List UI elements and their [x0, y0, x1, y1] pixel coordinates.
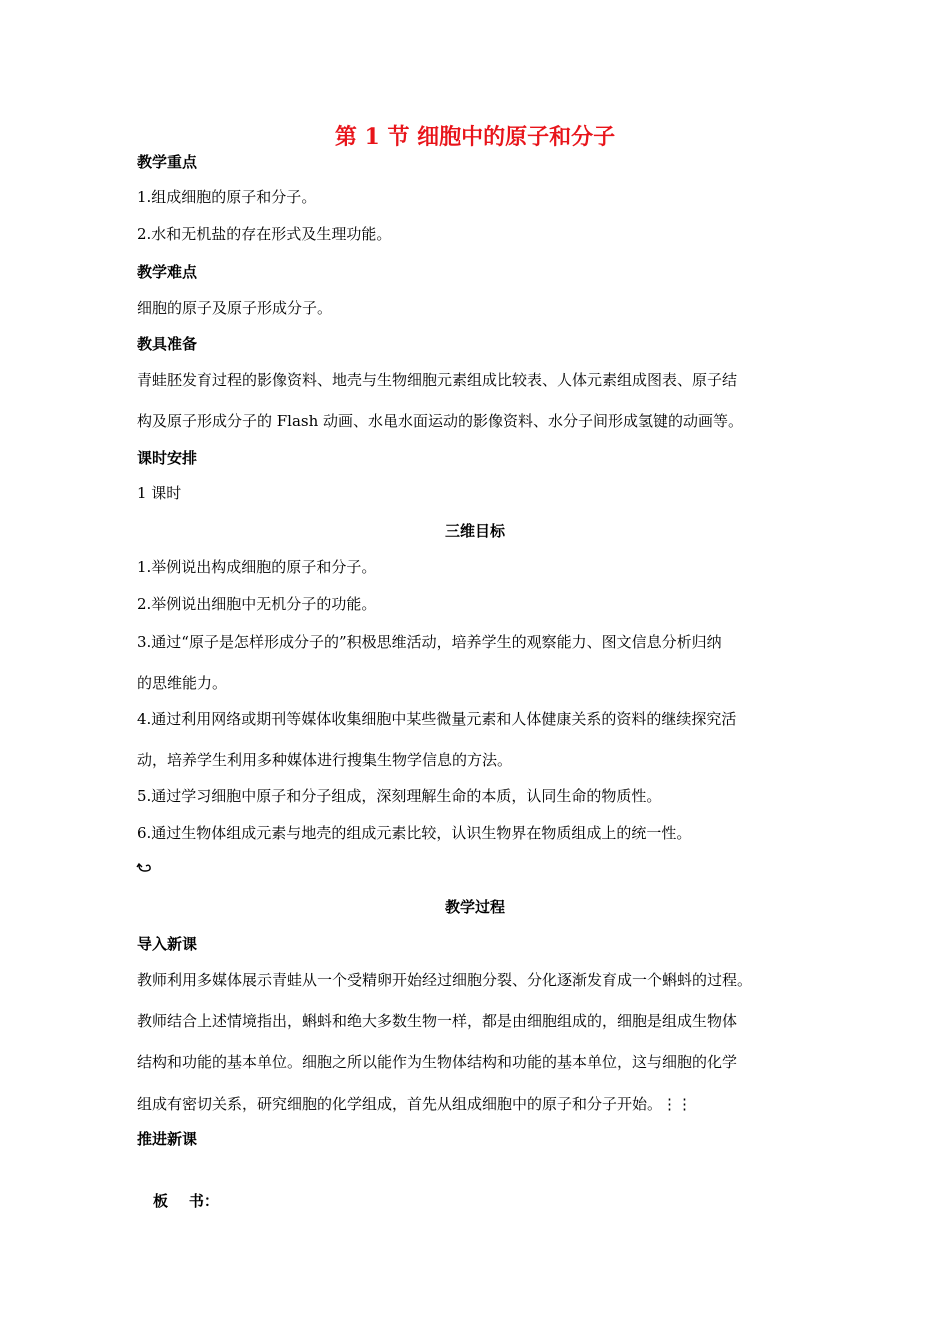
key-points-heading: 教学重点 [137, 153, 198, 171]
schedule-heading: 课时安排 [137, 449, 198, 467]
key-point-item: 1.组成细胞的原子和分子。 [137, 188, 317, 206]
objective-line: 2.举例说出细胞中无机分子的功能。 [137, 595, 377, 613]
board-label: 板 书： [153, 1192, 219, 1210]
objective-line: 的思维能力。 [137, 674, 228, 692]
objective-line: 动，培养学生利用多种媒体进行搜集生物学信息的方法。 [137, 751, 513, 769]
difficulty-heading: 教学难点 [137, 263, 198, 281]
difficulty-text: 细胞的原子及原子形成分子。 [137, 299, 333, 317]
objective-line: 5.通过学习细胞中原子和分子组成，深刻理解生命的本质，认同生命的物质性。 [137, 787, 662, 805]
return-arrow-icon [136, 862, 154, 880]
page-title: 第 1 节 细胞中的原子和分子 [334, 124, 616, 150]
intro-heading: 导入新课 [137, 935, 198, 953]
objective-line: 1.举例说出构成细胞的原子和分子。 [137, 558, 377, 576]
schedule-text: 1 课时 [137, 484, 182, 502]
key-point-item: 2.水和无机盐的存在形式及生理功能。 [137, 225, 392, 243]
new-lesson-heading: 推进新课 [137, 1130, 198, 1148]
objective-line: 4.通过利用网络或期刊等媒体收集细胞中某些微量元素和人体健康关系的资料的继续探究活 [137, 710, 737, 728]
intro-line: 组成有密切关系，研究细胞的化学组成，首先从组成细胞中的原子和分子开始。⋮⋮ [137, 1095, 693, 1113]
objective-line: 6.通过生物体组成元素与地壳的组成元素比较，认识生物界在物质组成上的统一性。 [137, 824, 692, 842]
materials-heading: 教具准备 [137, 335, 198, 353]
intro-line: 结构和功能的基本单位。细胞之所以能作为生物体结构和功能的基本单位，这与细胞的化学 [137, 1053, 738, 1071]
objective-line: 3.通过“原子是怎样形成分子的”积极思维活动，培养学生的观察能力、图文信息分析归纳 [137, 633, 722, 651]
objectives-heading: 三维目标 [444, 522, 505, 540]
materials-line: 青蛙胚发育过程的影像资料、地壳与生物细胞元素组成比较表、人体元素组成图表、原子结 [137, 371, 738, 389]
materials-line: 构及原子形成分子的 Flash 动画、水黾水面运动的影像资料、水分子间形成氢键的动画等。 [137, 412, 744, 430]
process-heading: 教学过程 [444, 898, 505, 916]
intro-line: 教师结合上述情境指出，蝌蚪和绝大多数生物一样，都是由细胞组成的，细胞是组成生物体 [137, 1012, 738, 1030]
intro-line: 教师利用多媒体展示青蛙从一个受精卵开始经过细胞分裂、分化逐渐发育成一个蝌蚪的过程。 [137, 971, 753, 989]
